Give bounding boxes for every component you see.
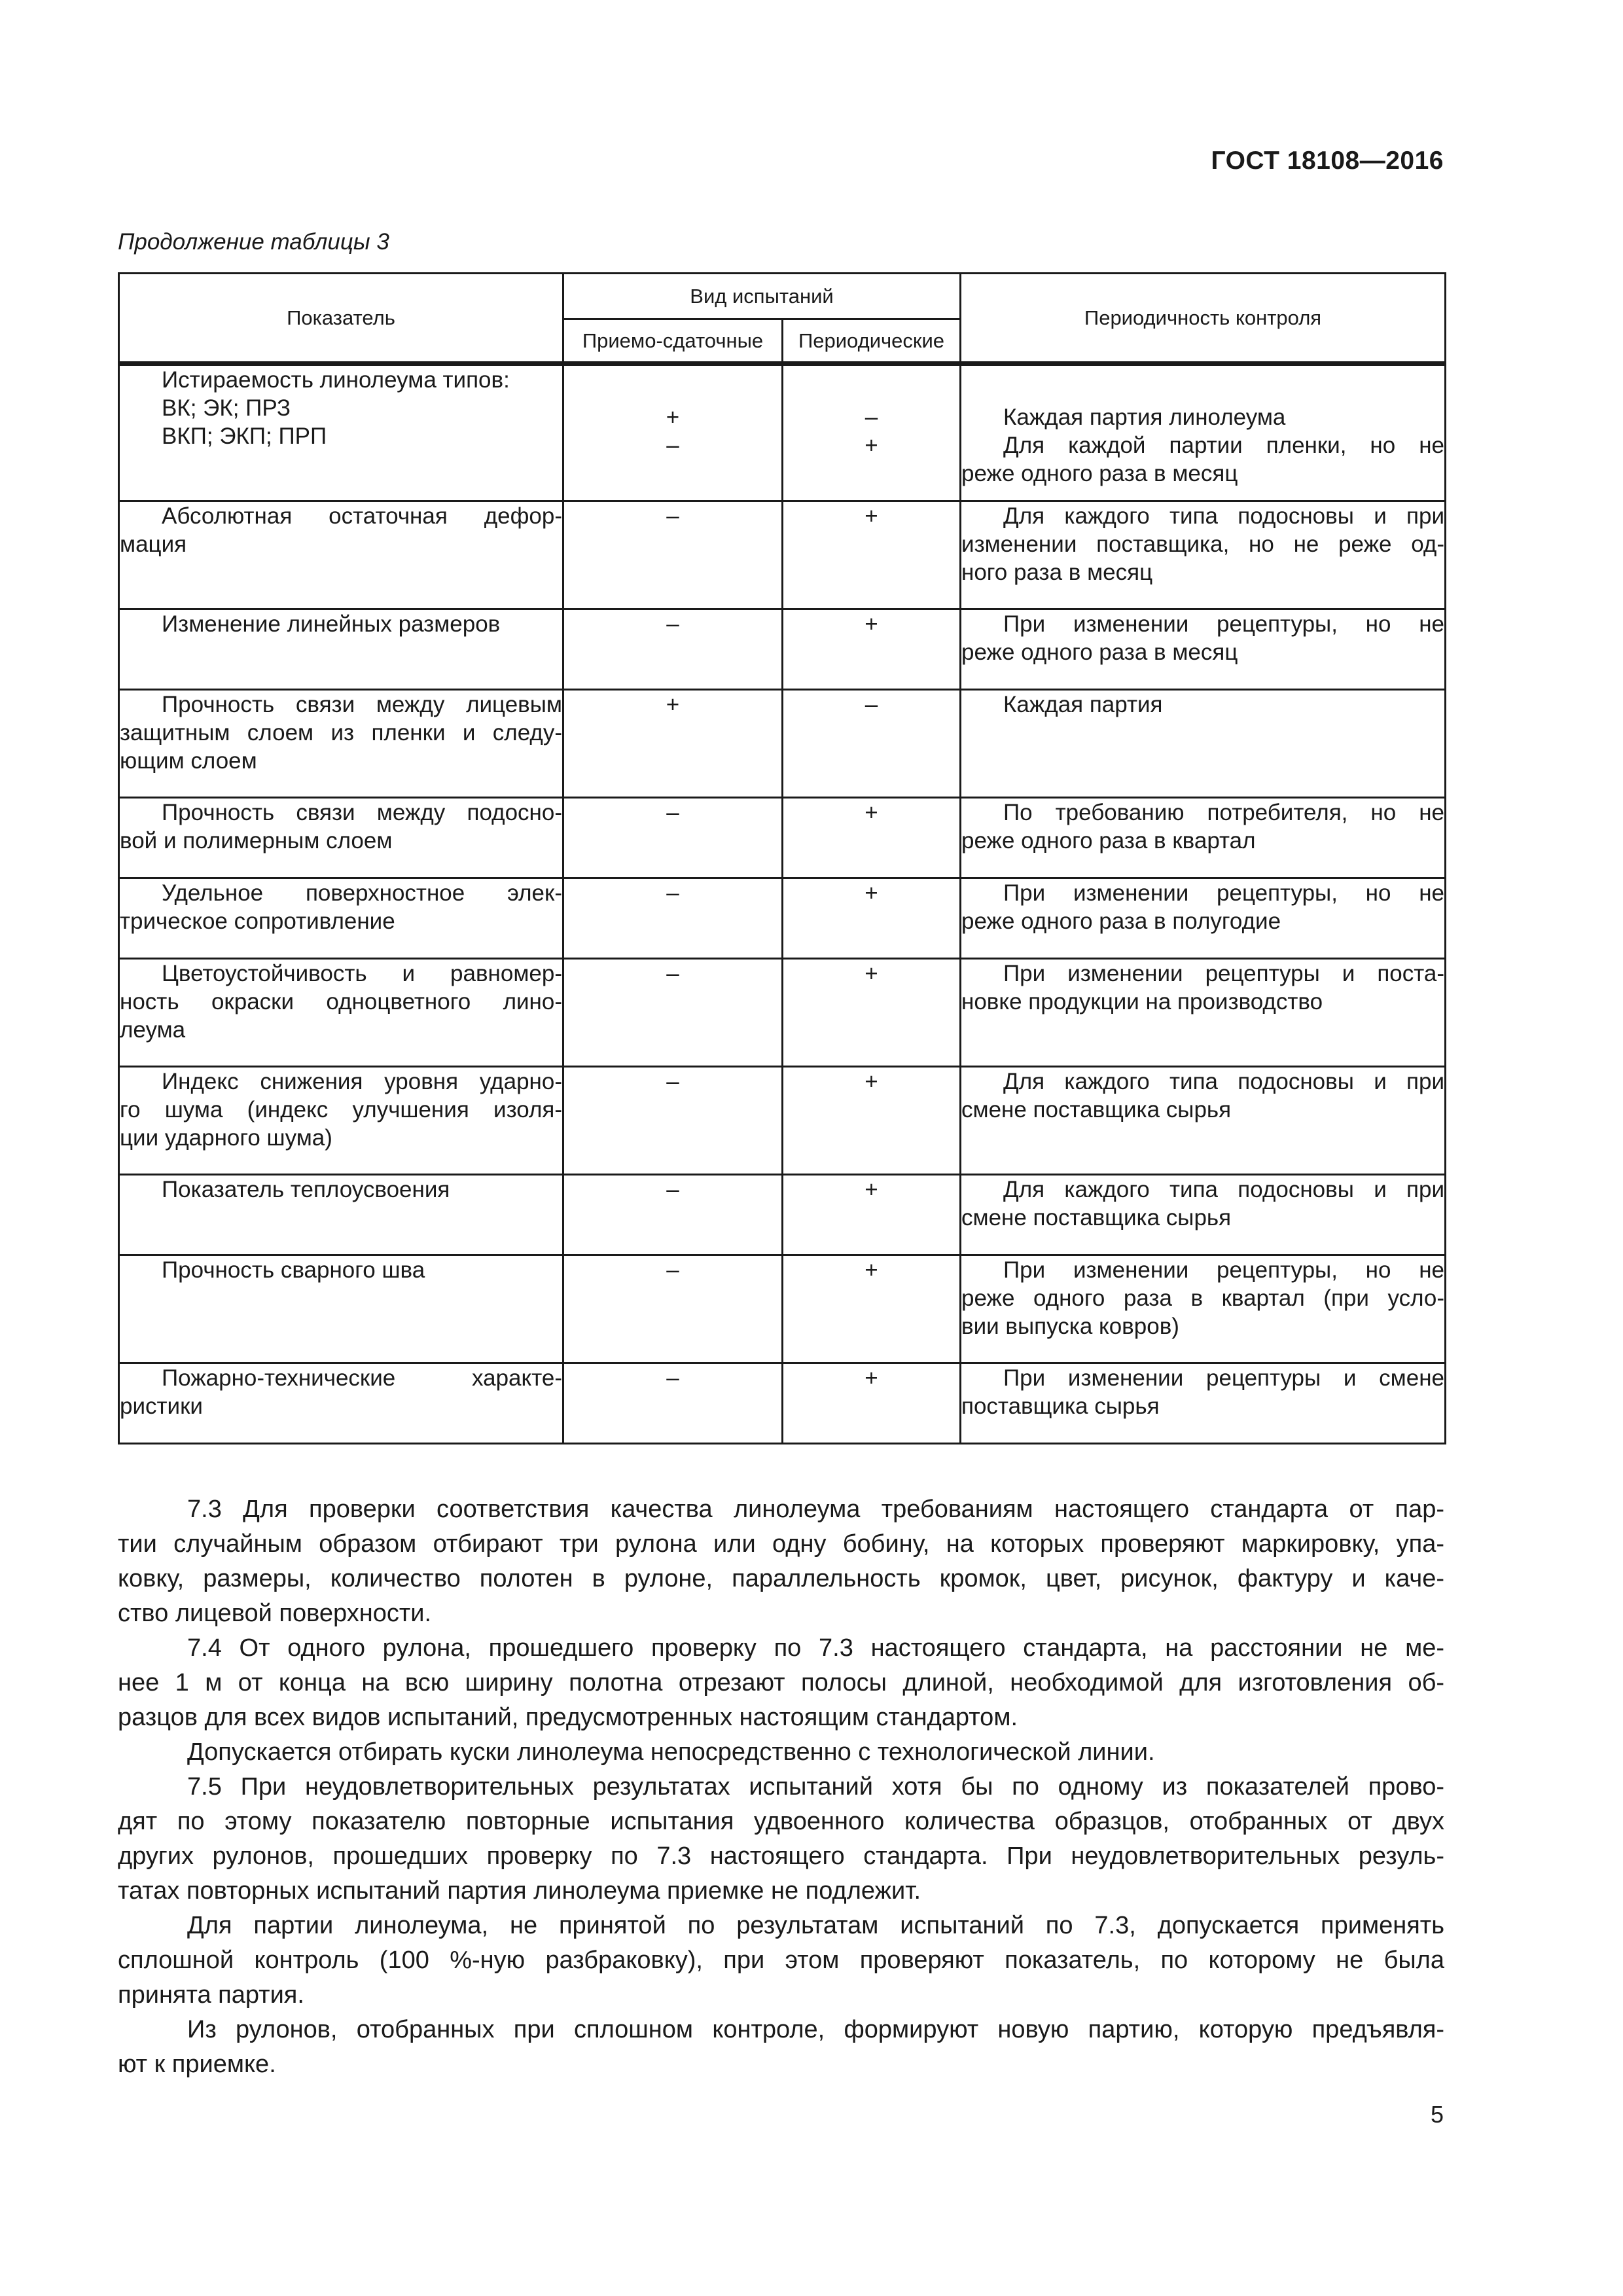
periodic-mark: + <box>865 1069 878 1094</box>
table-row <box>119 959 1446 1067</box>
paragraph-line: татах повторных испытаний партия линолеума приемке не подлежит. <box>118 1877 921 1905</box>
page-number: 5 <box>1430 2101 1444 2128</box>
indicator-line: Прочность сварного шва <box>162 1257 425 1283</box>
body-text <box>118 1492 1444 2082</box>
cell-periodic <box>783 1175 961 1255</box>
frequency-line: Каждая партия <box>1003 692 1163 717</box>
acceptance-mark: + <box>666 404 680 430</box>
indicator-line: Истираемость линолеума типов: <box>162 367 510 393</box>
acceptance-mark: – <box>666 1069 679 1094</box>
frequency-line: реже одного раза в квартал <box>961 828 1256 853</box>
cell-frequency <box>961 959 1446 1067</box>
cell-periodic <box>783 1255 961 1363</box>
frequency-line: реже одного раза в квартал (при усло- <box>961 1285 1445 1311</box>
paragraph-line: Из рулонов, отобранных при сплошном контроле, формируют новую партию, которую предъявля- <box>187 2016 1444 2043</box>
cell-frequency <box>961 609 1446 690</box>
indicator-line: Абсолютная остаточная дефор- <box>162 503 562 529</box>
paragraph <box>118 1492 1444 1631</box>
paragraph-line: тии случайным образом отбирают три рулона или одну бобину, на которых проверяют маркировку, упа- <box>118 1530 1444 1558</box>
cell-acceptance <box>563 1175 783 1255</box>
indicator-line: ции ударного шума) <box>120 1125 332 1151</box>
indicator-line: ристики <box>120 1393 203 1419</box>
table-caption: Продолжение таблицы 3 <box>118 229 389 255</box>
frequency-line: Для каждой партии пленки, но не <box>1003 433 1445 458</box>
cell-acceptance <box>563 1255 783 1363</box>
cell-frequency <box>961 690 1446 798</box>
frequency-line: При изменении рецептуры, но не <box>1003 611 1445 637</box>
cell-indicator <box>119 1067 563 1175</box>
header-acceptance: Приемо-сдаточные <box>563 319 783 364</box>
acceptance-mark: – <box>666 611 679 637</box>
header-periodic: Периодические <box>783 319 961 364</box>
paragraph-line: 7.4 От одного рулона, прошедшего проверку по 7.3 настоящего стандарта, на расстоянии не ме- <box>187 1634 1444 1662</box>
indicator-line: леума <box>120 1017 186 1043</box>
paragraph-line: других рулонов, прошедших проверку по 7.3 настоящего стандарта. При неудовлетворительных резуль- <box>118 1842 1444 1870</box>
table-row <box>119 798 1446 878</box>
frequency-line: смене поставщика сырья <box>961 1205 1232 1230</box>
indicator-line: Цветоустойчивость и равномер- <box>162 961 562 986</box>
indicator-line: Прочность связи между лицевым <box>162 692 562 717</box>
indicator-line: трическое сопротивление <box>120 908 395 934</box>
indicator-line: Прочность связи между подосно- <box>162 800 562 825</box>
cell-indicator <box>119 1175 563 1255</box>
frequency-line: реже одного раза в полугодие <box>961 908 1281 934</box>
indicator-line: Изменение линейных размеров <box>162 611 501 637</box>
paragraph-line: разцов для всех видов испытаний, предусмотренных настоящим стандартом. <box>118 1704 1018 1731</box>
paragraph-line: ство лицевой поверхности. <box>118 1600 432 1627</box>
paragraph-line: дят по этому показателю повторные испытания удвоенного количества образцов, отобранных от двух <box>118 1808 1444 1835</box>
cell-periodic <box>783 798 961 878</box>
cell-indicator <box>119 501 563 609</box>
frequency-line: вии выпуска ковров) <box>961 1314 1179 1339</box>
indicator-line: ющим слоем <box>120 748 257 774</box>
indicator-line: ВКП; ЭКП; ПРП <box>162 423 327 449</box>
acceptance-mark: + <box>666 692 680 717</box>
paragraph-line: Для партии линолеума, не принятой по результатам испытаний по 7.3, допускается применять <box>187 1912 1444 1939</box>
cell-acceptance <box>563 501 783 609</box>
cell-acceptance <box>563 959 783 1067</box>
indicator-line: Пожарно-технические характе- <box>162 1365 562 1391</box>
paragraph <box>118 1770 1444 1909</box>
paragraph-line: принята партия. <box>118 1981 304 2009</box>
frequency-line: Для каждого типа подосновы и при <box>1003 1069 1445 1094</box>
periodic-mark: + <box>865 1257 878 1283</box>
cell-acceptance <box>563 364 783 501</box>
periodic-mark: + <box>865 1177 878 1202</box>
frequency-line: При изменении рецептуры, но не <box>1003 880 1445 906</box>
indicator-line: защитным слоем из пленки и следу- <box>120 720 562 745</box>
cell-frequency <box>961 878 1446 959</box>
paragraph <box>118 1909 1444 2013</box>
cell-periodic <box>783 878 961 959</box>
acceptance-mark: – <box>666 800 679 825</box>
paragraph <box>118 1631 1444 1735</box>
cell-acceptance <box>563 690 783 798</box>
paragraph-line: 7.3 Для проверки соответствия качества линолеума требованиям настоящего стандарта от пар- <box>187 1496 1444 1523</box>
cell-frequency <box>961 1175 1446 1255</box>
cell-periodic <box>783 609 961 690</box>
paragraph-line: Допускается отбирать куски линолеума непосредственно с технологической линии. <box>187 1738 1155 1766</box>
cell-frequency <box>961 1067 1446 1175</box>
cell-frequency <box>961 1363 1446 1444</box>
frequency-line: новке продукции на производство <box>961 989 1323 1014</box>
frequency-line: смене поставщика сырья <box>961 1097 1232 1122</box>
cell-indicator <box>119 878 563 959</box>
periodic-mark: + <box>865 961 878 986</box>
frequency-line: реже одного раза в месяц <box>961 461 1238 486</box>
table-row <box>119 1255 1446 1363</box>
table-row <box>119 1363 1446 1444</box>
indicator-line: вой и полимерным слоем <box>120 828 393 853</box>
cell-indicator <box>119 1363 563 1444</box>
periodic-mark: – <box>865 692 878 717</box>
paragraph-line: сплошной контроль (100 %-ную разбраковку), при этом проверяют показатель, по которому не была <box>118 1946 1444 1974</box>
cell-acceptance <box>563 1363 783 1444</box>
periodic-mark: + <box>865 880 878 906</box>
periodic-mark: + <box>865 800 878 825</box>
table-row <box>119 1175 1446 1255</box>
indicator-line: ность окраски одноцветного лино- <box>120 989 562 1014</box>
cell-frequency <box>961 798 1446 878</box>
cell-acceptance <box>563 878 783 959</box>
cell-periodic <box>783 959 961 1067</box>
frequency-line: По требованию потребителя, но не <box>1003 800 1445 825</box>
paragraph-line: ковку, размеры, количество полотен в рулоне, параллельность кромок, цвет, рисунок, фактуру и каче- <box>118 1565 1444 1592</box>
paragraph-line: нее 1 м от конца на всю ширину полотна отрезают полосы длиной, необходимой для изготовления об- <box>118 1669 1444 1696</box>
acceptance-mark: – <box>666 433 679 458</box>
header-frequency: Периодичность контроля <box>961 274 1446 364</box>
cell-indicator <box>119 690 563 798</box>
cell-acceptance <box>563 798 783 878</box>
periodic-mark: + <box>865 1365 878 1391</box>
frequency-line: изменении поставщика, но не реже од- <box>961 531 1445 557</box>
cell-indicator <box>119 959 563 1067</box>
table-row <box>119 364 1446 501</box>
periodic-mark: + <box>865 503 878 529</box>
acceptance-mark: – <box>666 1257 679 1283</box>
cell-periodic <box>783 1363 961 1444</box>
acceptance-mark: – <box>666 961 679 986</box>
indicator-line: Показатель теплоусвоения <box>162 1177 450 1202</box>
paragraph-line: 7.5 При неудовлетворительных результатах испытаний хотя бы по одному из показателей прово- <box>187 1773 1444 1801</box>
frequency-line: Каждая партия линолеума <box>1003 404 1286 430</box>
indicator-line: Индекс снижения уровня ударно- <box>162 1069 562 1094</box>
frequency-line: ного раза в месяц <box>961 560 1153 585</box>
frequency-line: поставщика сырья <box>961 1393 1160 1419</box>
periodic-mark: + <box>865 433 878 458</box>
frequency-line: Для каждого типа подосновы и при <box>1003 503 1445 529</box>
control-table <box>118 272 1446 1444</box>
table-row <box>119 690 1446 798</box>
cell-frequency <box>961 501 1446 609</box>
cell-periodic <box>783 690 961 798</box>
cell-periodic <box>783 501 961 609</box>
indicator-line: ВК; ЭК; ПРЗ <box>162 395 291 421</box>
acceptance-mark: – <box>666 1365 679 1391</box>
cell-indicator <box>119 1255 563 1363</box>
document-code: ГОСТ 18108—2016 <box>1211 147 1444 175</box>
frequency-line: реже одного раза в месяц <box>961 639 1238 665</box>
acceptance-mark: – <box>666 503 679 529</box>
periodic-mark: + <box>865 611 878 637</box>
indicator-line: Удельное поверхностное элек- <box>162 880 562 906</box>
cell-periodic <box>783 364 961 501</box>
header-test-type: Вид испытаний <box>563 274 961 319</box>
cell-acceptance <box>563 609 783 690</box>
table-row <box>119 878 1446 959</box>
frequency-line: Для каждого типа подосновы и при <box>1003 1177 1445 1202</box>
cell-indicator <box>119 609 563 690</box>
table-row <box>119 1067 1446 1175</box>
table-row <box>119 501 1446 609</box>
indicator-line: го шума (индекс улучшения изоля- <box>120 1097 562 1122</box>
indicator-line: мация <box>120 531 187 557</box>
paragraph <box>118 1735 1444 1770</box>
table-row <box>119 609 1446 690</box>
cell-periodic <box>783 1067 961 1175</box>
acceptance-mark: – <box>666 1177 679 1202</box>
paragraph-line: ют к приемке. <box>118 2051 276 2078</box>
acceptance-mark: – <box>666 880 679 906</box>
cell-indicator <box>119 364 563 501</box>
paragraph <box>118 2013 1444 2082</box>
cell-frequency <box>961 364 1446 501</box>
frequency-line: При изменении рецептуры, но не <box>1003 1257 1445 1283</box>
cell-frequency <box>961 1255 1446 1363</box>
frequency-line: При изменении рецептуры и смене <box>1003 1365 1445 1391</box>
frequency-line: При изменении рецептуры и поста- <box>1003 961 1445 986</box>
periodic-mark: – <box>865 404 878 430</box>
cell-acceptance <box>563 1067 783 1175</box>
header-indicator: Показатель <box>119 274 563 364</box>
cell-indicator <box>119 798 563 878</box>
